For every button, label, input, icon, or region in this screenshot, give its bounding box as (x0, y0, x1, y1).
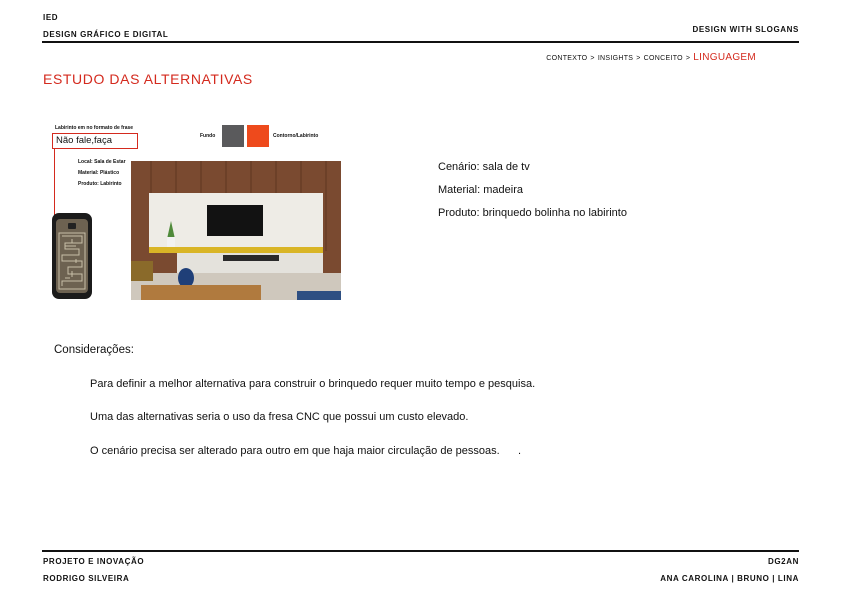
considerations-heading: Considerações: (54, 344, 134, 356)
footer-subject: PROJETO E INOVAÇÃO (43, 557, 145, 566)
maze-pattern (56, 219, 88, 293)
breadcrumb-item-contexto[interactable]: CONTEXTO (546, 55, 588, 62)
spec-local: Local: Sala de Estar (78, 159, 126, 165)
footer-professor: RODRIGO SILVEIRA (43, 574, 130, 583)
header-rule (42, 41, 799, 43)
description-material: Material: madeira (438, 184, 523, 196)
swatch-fundo (222, 125, 244, 147)
breadcrumb (546, 52, 756, 63)
breadcrumb-separator: > (685, 55, 691, 62)
page-title: ESTUDO DAS ALTERNATIVAS (43, 71, 253, 87)
connector-line (54, 149, 55, 215)
project-name: DESIGN WITH SLOGANS (692, 25, 799, 34)
living-room-photo (131, 161, 341, 300)
footer-rule (42, 550, 799, 552)
description-cenario: Cenário: sala de tv (438, 161, 530, 173)
breadcrumb-item-insights[interactable]: INSIGHTS (597, 55, 634, 62)
phone-case-image (52, 213, 92, 299)
slogan-text: Não fale,faça (56, 135, 112, 146)
description (438, 156, 627, 225)
legend-contorno: Contorno/Labirinto (273, 133, 319, 139)
footer-authors: ANA CAROLINA | BRUNO | LINA (660, 574, 799, 583)
description-produto: Produto: brinquedo bolinha no labirinto (438, 207, 627, 219)
breadcrumb-separator: > (636, 55, 641, 62)
consideration-item: Uma das alternativas seria o uso da fresa CNC que possui um custo elevado. (90, 411, 469, 423)
mockup-format-label: Labirinto em no formato de frase (55, 125, 134, 131)
consideration-item: Para definir a melhor alternativa para construir o brinquedo requer muito tempo e pesquisa. (90, 378, 536, 390)
footer-class: DG2AN (767, 557, 799, 566)
consideration-item: O cenário precisa ser alterado para outro em que haja maior circulação de pessoas. . (90, 445, 522, 457)
breadcrumb-item-linguagem[interactable]: LINGUAGEM (693, 52, 756, 63)
org-name: IED (43, 13, 59, 22)
maze-icon (56, 219, 88, 293)
breadcrumb-item-conceito[interactable]: CONCEITO (643, 55, 683, 62)
slogan-box (52, 133, 138, 149)
swatch-contorno (247, 125, 269, 147)
breadcrumb-separator: > (590, 55, 595, 62)
spec-produto: Produto: Labirinto (78, 181, 122, 187)
legend-fundo: Fundo (200, 133, 216, 139)
course-name: DESIGN GRÁFICO E DIGITAL (43, 30, 169, 39)
spec-material: Material: Plástico (78, 170, 120, 176)
